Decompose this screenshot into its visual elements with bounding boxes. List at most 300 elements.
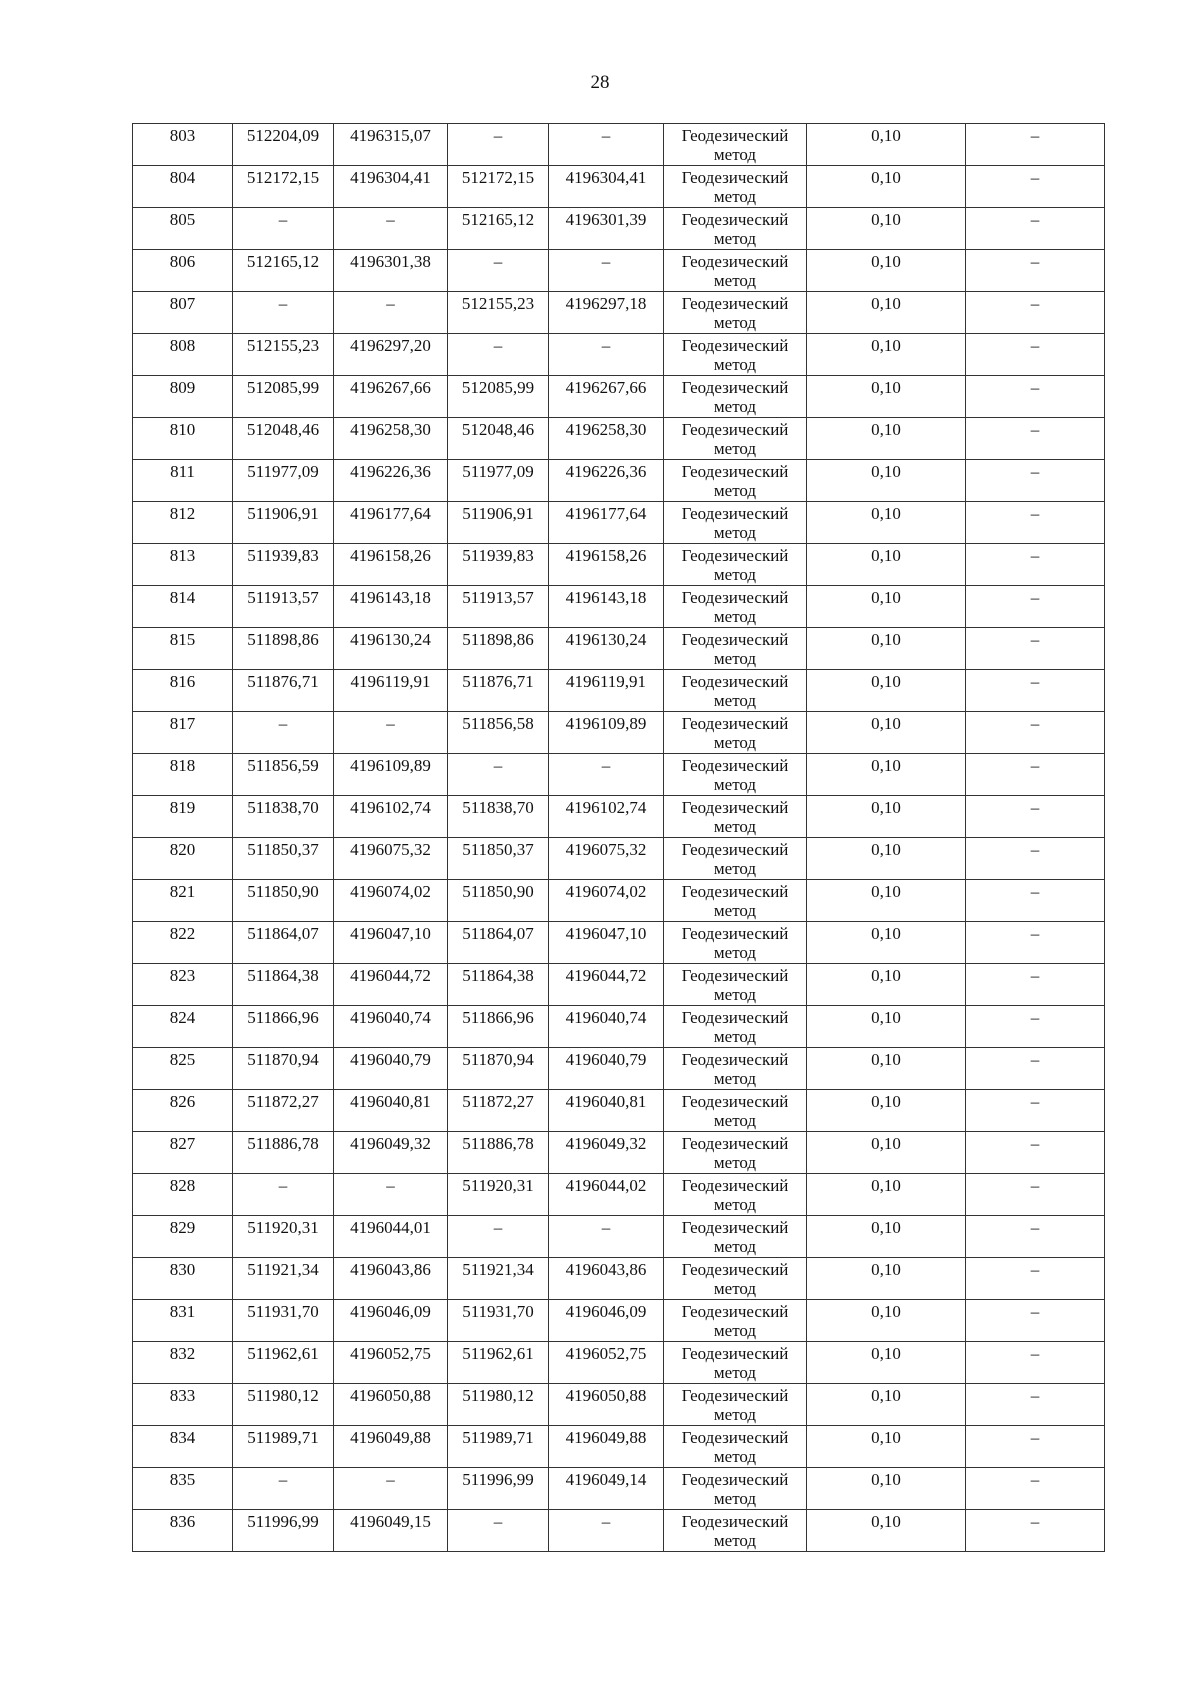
old-x-cell: 512172,15	[233, 166, 334, 208]
new-y-cell: –	[549, 1216, 664, 1258]
accuracy-cell: 0,10	[807, 124, 966, 166]
accuracy-cell: 0,10	[807, 544, 966, 586]
old-y-cell: 4196047,10	[334, 922, 448, 964]
point-number-cell: 804	[133, 166, 233, 208]
old-x-cell: –	[233, 712, 334, 754]
point-number-cell: 821	[133, 880, 233, 922]
description-cell: –	[966, 1342, 1105, 1384]
new-x-cell: –	[448, 124, 549, 166]
accuracy-cell: 0,10	[807, 376, 966, 418]
new-y-cell: –	[549, 754, 664, 796]
accuracy-cell: 0,10	[807, 1048, 966, 1090]
new-y-cell: –	[549, 250, 664, 292]
point-number-cell: 825	[133, 1048, 233, 1090]
old-y-cell: –	[334, 208, 448, 250]
description-cell: –	[966, 292, 1105, 334]
point-number-cell: 827	[133, 1132, 233, 1174]
new-x-cell: 512155,23	[448, 292, 549, 334]
accuracy-cell: 0,10	[807, 1132, 966, 1174]
accuracy-cell: 0,10	[807, 418, 966, 460]
point-number-cell: 817	[133, 712, 233, 754]
table-row	[133, 754, 1105, 796]
new-y-cell: 4196049,88	[549, 1426, 664, 1468]
new-x-cell: 511980,12	[448, 1384, 549, 1426]
description-cell: –	[966, 1090, 1105, 1132]
table-row	[133, 460, 1105, 502]
new-y-cell: 4196074,02	[549, 880, 664, 922]
description-cell: –	[966, 1132, 1105, 1174]
new-x-cell: 511870,94	[448, 1048, 549, 1090]
method-cell: Геодезический метод	[664, 1300, 807, 1342]
table-row	[133, 1300, 1105, 1342]
table-row	[133, 712, 1105, 754]
new-y-cell: 4196040,79	[549, 1048, 664, 1090]
old-x-cell: –	[233, 292, 334, 334]
new-y-cell: –	[549, 124, 664, 166]
new-y-cell: –	[549, 1510, 664, 1552]
method-cell: Геодезический метод	[664, 628, 807, 670]
page-number: 28	[590, 72, 610, 93]
description-cell: –	[966, 1510, 1105, 1552]
old-y-cell: 4196050,88	[334, 1384, 448, 1426]
old-y-cell: 4196074,02	[334, 880, 448, 922]
description-cell: –	[966, 1006, 1105, 1048]
method-cell: Геодезический метод	[664, 796, 807, 838]
method-cell: Геодезический метод	[664, 670, 807, 712]
new-x-cell: 512085,99	[448, 376, 549, 418]
accuracy-cell: 0,10	[807, 460, 966, 502]
old-x-cell: –	[233, 208, 334, 250]
new-x-cell: 511864,07	[448, 922, 549, 964]
accuracy-cell: 0,10	[807, 208, 966, 250]
point-number-cell: 809	[133, 376, 233, 418]
accuracy-cell: 0,10	[807, 1300, 966, 1342]
new-y-cell: 4196052,75	[549, 1342, 664, 1384]
point-number-cell: 824	[133, 1006, 233, 1048]
table-row	[133, 1384, 1105, 1426]
description-cell: –	[966, 208, 1105, 250]
table-row	[133, 544, 1105, 586]
point-number-cell: 808	[133, 334, 233, 376]
old-x-cell: 511962,61	[233, 1342, 334, 1384]
old-x-cell: 511913,57	[233, 586, 334, 628]
new-x-cell: 512172,15	[448, 166, 549, 208]
new-x-cell: 511838,70	[448, 796, 549, 838]
point-number-cell: 819	[133, 796, 233, 838]
accuracy-cell: 0,10	[807, 964, 966, 1006]
new-x-cell: 511962,61	[448, 1342, 549, 1384]
point-number-cell: 829	[133, 1216, 233, 1258]
old-y-cell: –	[334, 1468, 448, 1510]
table-row	[133, 1048, 1105, 1090]
table-row	[133, 250, 1105, 292]
old-x-cell: 511886,78	[233, 1132, 334, 1174]
new-x-cell: 512165,12	[448, 208, 549, 250]
accuracy-cell: 0,10	[807, 1006, 966, 1048]
accuracy-cell: 0,10	[807, 712, 966, 754]
accuracy-cell: 0,10	[807, 1510, 966, 1552]
table-row	[133, 1468, 1105, 1510]
method-cell: Геодезический метод	[664, 922, 807, 964]
accuracy-cell: 0,10	[807, 1216, 966, 1258]
method-cell: Геодезический метод	[664, 1258, 807, 1300]
new-x-cell: 511989,71	[448, 1426, 549, 1468]
accuracy-cell: 0,10	[807, 754, 966, 796]
table-row	[133, 1510, 1105, 1552]
table-row	[133, 334, 1105, 376]
method-cell: Геодезический метод	[664, 166, 807, 208]
old-y-cell: 4196130,24	[334, 628, 448, 670]
old-y-cell: 4196049,15	[334, 1510, 448, 1552]
description-cell: –	[966, 838, 1105, 880]
old-x-cell: 511850,37	[233, 838, 334, 880]
accuracy-cell: 0,10	[807, 1090, 966, 1132]
description-cell: –	[966, 754, 1105, 796]
point-number-cell: 831	[133, 1300, 233, 1342]
old-y-cell: 4196040,81	[334, 1090, 448, 1132]
old-x-cell: 512165,12	[233, 250, 334, 292]
point-number-cell: 835	[133, 1468, 233, 1510]
new-x-cell: 511850,37	[448, 838, 549, 880]
new-y-cell: 4196297,18	[549, 292, 664, 334]
old-x-cell: 511866,96	[233, 1006, 334, 1048]
old-y-cell: 4196119,91	[334, 670, 448, 712]
description-cell: –	[966, 964, 1105, 1006]
table-row	[133, 796, 1105, 838]
new-x-cell: 511920,31	[448, 1174, 549, 1216]
point-number-cell: 814	[133, 586, 233, 628]
old-x-cell: 511856,59	[233, 754, 334, 796]
old-x-cell: 511906,91	[233, 502, 334, 544]
old-x-cell: 511939,83	[233, 544, 334, 586]
new-y-cell: 4196040,74	[549, 1006, 664, 1048]
description-cell: –	[966, 1216, 1105, 1258]
new-x-cell: 511977,09	[448, 460, 549, 502]
old-x-cell: 511989,71	[233, 1426, 334, 1468]
old-x-cell: 511838,70	[233, 796, 334, 838]
table-row	[133, 1174, 1105, 1216]
method-cell: Геодезический метод	[664, 376, 807, 418]
method-cell: Геодезический метод	[664, 292, 807, 334]
old-y-cell: 4196052,75	[334, 1342, 448, 1384]
point-number-cell: 832	[133, 1342, 233, 1384]
table-body	[133, 124, 1105, 1552]
old-y-cell: 4196177,64	[334, 502, 448, 544]
accuracy-cell: 0,10	[807, 922, 966, 964]
new-y-cell: 4196047,10	[549, 922, 664, 964]
point-number-cell: 815	[133, 628, 233, 670]
description-cell: –	[966, 880, 1105, 922]
accuracy-cell: 0,10	[807, 166, 966, 208]
table-row	[133, 1426, 1105, 1468]
new-x-cell: 511906,91	[448, 502, 549, 544]
new-y-cell: 4196046,09	[549, 1300, 664, 1342]
method-cell: Геодезический метод	[664, 586, 807, 628]
method-cell: Геодезический метод	[664, 712, 807, 754]
method-cell: Геодезический метод	[664, 1048, 807, 1090]
method-cell: Геодезический метод	[664, 1468, 807, 1510]
method-cell: Геодезический метод	[664, 1426, 807, 1468]
point-number-cell: 833	[133, 1384, 233, 1426]
old-x-cell: 511864,07	[233, 922, 334, 964]
accuracy-cell: 0,10	[807, 1426, 966, 1468]
coordinates-table	[132, 123, 1105, 1552]
point-number-cell: 826	[133, 1090, 233, 1132]
new-y-cell: 4196040,81	[549, 1090, 664, 1132]
accuracy-cell: 0,10	[807, 1342, 966, 1384]
table-row	[133, 124, 1105, 166]
description-cell: –	[966, 460, 1105, 502]
accuracy-cell: 0,10	[807, 502, 966, 544]
new-y-cell: 4196109,89	[549, 712, 664, 754]
new-x-cell: 511856,58	[448, 712, 549, 754]
new-y-cell: 4196044,02	[549, 1174, 664, 1216]
new-y-cell: 4196158,26	[549, 544, 664, 586]
description-cell: –	[966, 1384, 1105, 1426]
table-row	[133, 292, 1105, 334]
point-number-cell: 806	[133, 250, 233, 292]
point-number-cell: 805	[133, 208, 233, 250]
point-number-cell: 807	[133, 292, 233, 334]
accuracy-cell: 0,10	[807, 586, 966, 628]
old-x-cell: 511980,12	[233, 1384, 334, 1426]
method-cell: Геодезический метод	[664, 208, 807, 250]
new-y-cell: 4196304,41	[549, 166, 664, 208]
old-x-cell: 511921,34	[233, 1258, 334, 1300]
accuracy-cell: 0,10	[807, 838, 966, 880]
point-number-cell: 830	[133, 1258, 233, 1300]
old-y-cell: 4196075,32	[334, 838, 448, 880]
point-number-cell: 836	[133, 1510, 233, 1552]
new-x-cell: –	[448, 250, 549, 292]
new-y-cell: 4196102,74	[549, 796, 664, 838]
old-y-cell: –	[334, 292, 448, 334]
method-cell: Геодезический метод	[664, 1510, 807, 1552]
accuracy-cell: 0,10	[807, 1174, 966, 1216]
accuracy-cell: 0,10	[807, 796, 966, 838]
old-y-cell: 4196049,88	[334, 1426, 448, 1468]
method-cell: Геодезический метод	[664, 1384, 807, 1426]
old-x-cell: 511920,31	[233, 1216, 334, 1258]
description-cell: –	[966, 628, 1105, 670]
old-x-cell: 511864,38	[233, 964, 334, 1006]
accuracy-cell: 0,10	[807, 334, 966, 376]
point-number-cell: 813	[133, 544, 233, 586]
description-cell: –	[966, 502, 1105, 544]
point-number-cell: 818	[133, 754, 233, 796]
description-cell: –	[966, 1300, 1105, 1342]
new-x-cell: –	[448, 1216, 549, 1258]
point-number-cell: 820	[133, 838, 233, 880]
new-x-cell: 511913,57	[448, 586, 549, 628]
accuracy-cell: 0,10	[807, 1468, 966, 1510]
old-x-cell: 511876,71	[233, 670, 334, 712]
old-y-cell: 4196049,32	[334, 1132, 448, 1174]
point-number-cell: 811	[133, 460, 233, 502]
description-cell: –	[966, 796, 1105, 838]
new-y-cell: 4196043,86	[549, 1258, 664, 1300]
old-x-cell: –	[233, 1468, 334, 1510]
point-number-cell: 823	[133, 964, 233, 1006]
method-cell: Геодезический метод	[664, 1132, 807, 1174]
table-row	[133, 208, 1105, 250]
new-x-cell: –	[448, 1510, 549, 1552]
table-row	[133, 964, 1105, 1006]
table-row	[133, 1090, 1105, 1132]
method-cell: Геодезический метод	[664, 1216, 807, 1258]
old-y-cell: –	[334, 1174, 448, 1216]
method-cell: Геодезический метод	[664, 1342, 807, 1384]
new-y-cell: 4196049,14	[549, 1468, 664, 1510]
method-cell: Геодезический метод	[664, 502, 807, 544]
table-row	[133, 838, 1105, 880]
old-y-cell: 4196044,72	[334, 964, 448, 1006]
accuracy-cell: 0,10	[807, 1384, 966, 1426]
new-y-cell: 4196143,18	[549, 586, 664, 628]
new-x-cell: 511850,90	[448, 880, 549, 922]
table-row	[133, 166, 1105, 208]
accuracy-cell: 0,10	[807, 250, 966, 292]
description-cell: –	[966, 1048, 1105, 1090]
point-number-cell: 803	[133, 124, 233, 166]
new-x-cell: 511886,78	[448, 1132, 549, 1174]
description-cell: –	[966, 922, 1105, 964]
method-cell: Геодезический метод	[664, 964, 807, 1006]
new-y-cell: 4196177,64	[549, 502, 664, 544]
old-y-cell: 4196158,26	[334, 544, 448, 586]
old-y-cell: 4196304,41	[334, 166, 448, 208]
old-x-cell: 511898,86	[233, 628, 334, 670]
new-x-cell: 511939,83	[448, 544, 549, 586]
method-cell: Геодезический метод	[664, 418, 807, 460]
old-x-cell: 511872,27	[233, 1090, 334, 1132]
old-y-cell: –	[334, 712, 448, 754]
old-x-cell: 512048,46	[233, 418, 334, 460]
description-cell: –	[966, 376, 1105, 418]
old-y-cell: 4196297,20	[334, 334, 448, 376]
table-row	[133, 1216, 1105, 1258]
method-cell: Геодезический метод	[664, 544, 807, 586]
description-cell: –	[966, 1174, 1105, 1216]
new-x-cell: 511921,34	[448, 1258, 549, 1300]
point-number-cell: 812	[133, 502, 233, 544]
new-x-cell: 511872,27	[448, 1090, 549, 1132]
description-cell: –	[966, 712, 1105, 754]
description-cell: –	[966, 418, 1105, 460]
new-y-cell: 4196226,36	[549, 460, 664, 502]
table-row	[133, 1132, 1105, 1174]
old-y-cell: 4196301,38	[334, 250, 448, 292]
table-row	[133, 880, 1105, 922]
description-cell: –	[966, 166, 1105, 208]
table-row	[133, 1258, 1105, 1300]
description-cell: –	[966, 124, 1105, 166]
description-cell: –	[966, 670, 1105, 712]
new-y-cell: 4196075,32	[549, 838, 664, 880]
old-x-cell: 511931,70	[233, 1300, 334, 1342]
new-x-cell: 512048,46	[448, 418, 549, 460]
table-row	[133, 586, 1105, 628]
new-x-cell: –	[448, 334, 549, 376]
new-x-cell: 511866,96	[448, 1006, 549, 1048]
method-cell: Геодезический метод	[664, 124, 807, 166]
old-y-cell: 4196143,18	[334, 586, 448, 628]
new-y-cell: 4196301,39	[549, 208, 664, 250]
old-y-cell: 4196040,74	[334, 1006, 448, 1048]
old-y-cell: 4196046,09	[334, 1300, 448, 1342]
method-cell: Геодезический метод	[664, 334, 807, 376]
old-x-cell: 512085,99	[233, 376, 334, 418]
old-y-cell: 4196040,79	[334, 1048, 448, 1090]
point-number-cell: 828	[133, 1174, 233, 1216]
method-cell: Геодезический метод	[664, 754, 807, 796]
description-cell: –	[966, 334, 1105, 376]
method-cell: Геодезический метод	[664, 1174, 807, 1216]
new-y-cell: 4196119,91	[549, 670, 664, 712]
description-cell: –	[966, 544, 1105, 586]
old-y-cell: 4196258,30	[334, 418, 448, 460]
new-x-cell: 511864,38	[448, 964, 549, 1006]
method-cell: Геодезический метод	[664, 838, 807, 880]
description-cell: –	[966, 1426, 1105, 1468]
old-x-cell: –	[233, 1174, 334, 1216]
table-row	[133, 502, 1105, 544]
new-y-cell: 4196258,30	[549, 418, 664, 460]
new-x-cell: 511931,70	[448, 1300, 549, 1342]
method-cell: Геодезический метод	[664, 1090, 807, 1132]
new-x-cell: 511876,71	[448, 670, 549, 712]
old-y-cell: 4196043,86	[334, 1258, 448, 1300]
description-cell: –	[966, 586, 1105, 628]
new-x-cell: –	[448, 754, 549, 796]
point-number-cell: 822	[133, 922, 233, 964]
accuracy-cell: 0,10	[807, 1258, 966, 1300]
point-number-cell: 810	[133, 418, 233, 460]
accuracy-cell: 0,10	[807, 880, 966, 922]
table-row	[133, 922, 1105, 964]
old-y-cell: 4196109,89	[334, 754, 448, 796]
table-row	[133, 1006, 1105, 1048]
table-row	[133, 418, 1105, 460]
method-cell: Геодезический метод	[664, 460, 807, 502]
table-row	[133, 628, 1105, 670]
new-x-cell: 511996,99	[448, 1468, 549, 1510]
new-y-cell: 4196049,32	[549, 1132, 664, 1174]
new-y-cell: 4196130,24	[549, 628, 664, 670]
accuracy-cell: 0,10	[807, 628, 966, 670]
old-y-cell: 4196267,66	[334, 376, 448, 418]
new-y-cell: 4196267,66	[549, 376, 664, 418]
old-x-cell: 511996,99	[233, 1510, 334, 1552]
new-y-cell: –	[549, 334, 664, 376]
table-row	[133, 670, 1105, 712]
new-x-cell: 511898,86	[448, 628, 549, 670]
method-cell: Геодезический метод	[664, 880, 807, 922]
method-cell: Геодезический метод	[664, 1006, 807, 1048]
method-cell: Геодезический метод	[664, 250, 807, 292]
description-cell: –	[966, 250, 1105, 292]
description-cell: –	[966, 1468, 1105, 1510]
new-y-cell: 4196050,88	[549, 1384, 664, 1426]
point-number-cell: 834	[133, 1426, 233, 1468]
old-x-cell: 511977,09	[233, 460, 334, 502]
table-row	[133, 376, 1105, 418]
old-y-cell: 4196102,74	[334, 796, 448, 838]
old-x-cell: 512155,23	[233, 334, 334, 376]
old-y-cell: 4196044,01	[334, 1216, 448, 1258]
old-y-cell: 4196226,36	[334, 460, 448, 502]
old-x-cell: 511850,90	[233, 880, 334, 922]
